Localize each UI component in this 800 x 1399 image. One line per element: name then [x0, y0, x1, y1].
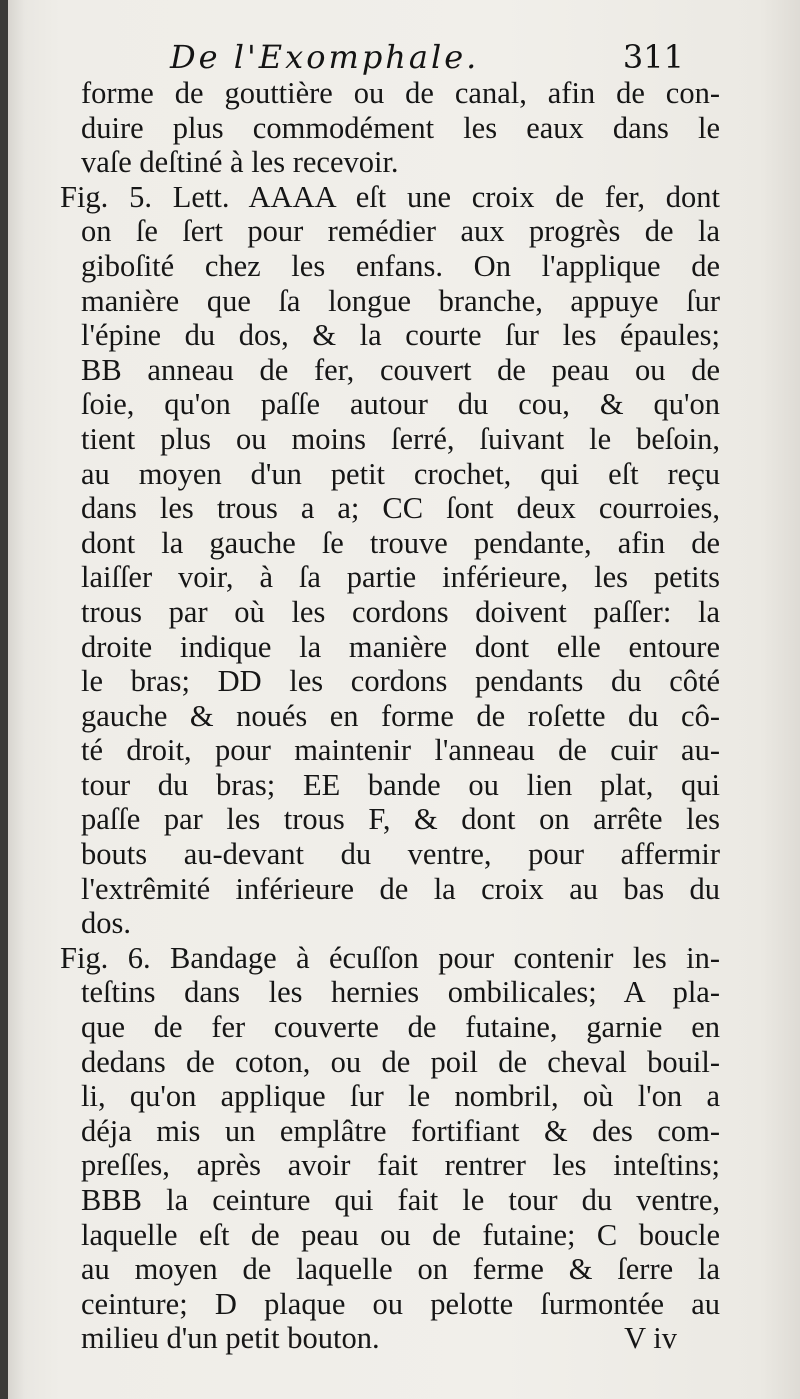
text-line: dont la gauche ſe trouve pendante, afin de: [81, 525, 720, 560]
text-line: que de fer couverte de futaine, garnie en: [81, 1010, 720, 1045]
text-line: teſtins dans les hernies ombilicales; A pla-: [81, 975, 720, 1010]
figure-caption-line: Fig. 5. Lett. AAAA eſt une croix de fer, dont: [60, 179, 720, 214]
text-line: té droit, pour maintenir l'anneau de cuir au-: [81, 733, 720, 768]
text-line: duire plus commodément les eaux dans le: [81, 110, 720, 145]
text-line: li, qu'on applique ſur le nombril, où l'on a: [81, 1079, 720, 1114]
text-line: dos.: [81, 906, 131, 941]
text-line: vaſe deſtiné à les recevoir.: [81, 145, 399, 180]
last-text-line: milieu d'un petit bouton.: [81, 1321, 380, 1356]
text-line: laiſſer voir, à ſa partie inférieure, les petits: [81, 560, 720, 595]
running-title: De l'Exomphale.: [170, 38, 480, 76]
text-line: trous par où les cordons doivent paſſer: la: [81, 594, 720, 629]
body-text: [60, 76, 720, 1356]
text-line: droite indique la manière dont elle entoure: [81, 629, 720, 664]
text-line: manière que ſa longue branche, appuye ſur: [81, 283, 720, 318]
text-line: dedans de coton, ou de poil de cheval bouil-: [81, 1044, 720, 1079]
text-line: dans les trous a a; CC ſont deux courroies,: [81, 491, 720, 526]
page-gutter-shadow: [0, 0, 8, 1399]
text-line: tour du bras; EE bande ou lien plat, qui: [81, 767, 720, 802]
text-line: laquelle eſt de peau ou de futaine; C boucle: [81, 1217, 720, 1252]
signature-mark: V iv: [624, 1321, 677, 1356]
text-line: gauche & noués en forme de roſette du cô-: [81, 698, 720, 733]
figure-caption-line: Fig. 6. Bandage à écuſſon pour contenir les in-: [60, 940, 720, 975]
text-line: le bras; DD les cordons pendants du côté: [81, 664, 720, 699]
text-line: paſſe par les trous F, & dont on arrête les: [81, 802, 720, 837]
text-line: BB anneau de fer, couvert de peau ou de: [81, 352, 720, 387]
text-line: déja mis un emplâtre fortifiant & des com-: [81, 1113, 720, 1148]
text-line: bouts au-devant du ventre, pour affermir: [81, 837, 720, 872]
text-line: on ſe ſert pour remédier aux progrès de la: [81, 214, 720, 249]
closing-line: [60, 1321, 681, 1356]
text-line: au moyen de laquelle on ferme & ſerre la: [81, 1252, 720, 1287]
text-line: ſoie, qu'on paſſe autour du cou, & qu'on: [81, 387, 720, 422]
text-line: BBB la ceinture qui fait le tour du ventre,: [81, 1183, 720, 1217]
text-line: au moyen d'un petit crochet, qui eſt reçu: [81, 456, 720, 491]
text-line: preſſes, après avoir fait rentrer les inteſtins;: [81, 1148, 720, 1183]
text-line: l'épine du dos, & la courte ſur les épaules;: [81, 318, 720, 353]
text-line: tient plus ou moins ſerré, ſuivant le beſoin,: [81, 421, 720, 456]
text-line: forme de gouttière ou de canal, afin de con-: [81, 76, 720, 110]
text-line: l'extrêmité inférieure de la croix au bas du: [81, 871, 720, 906]
page-number: 311: [622, 38, 684, 76]
text-line: ceinture; D plaque ou pelotte ſurmontée au: [81, 1286, 720, 1321]
text-line: giboſité chez les enfans. On l'applique de: [81, 248, 720, 283]
